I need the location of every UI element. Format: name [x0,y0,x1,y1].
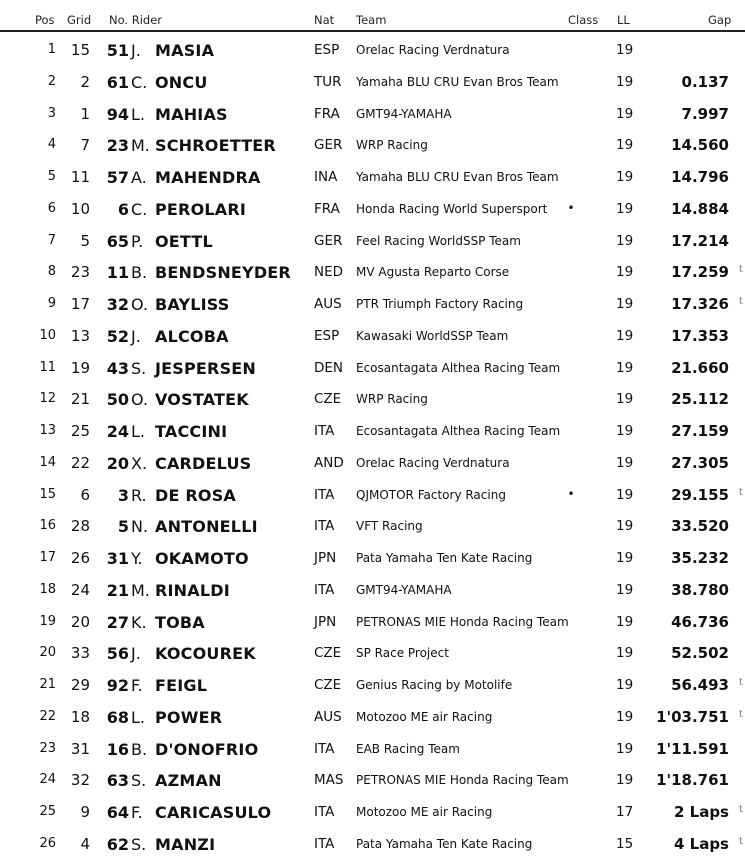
rider-number: 27 [106,612,129,632]
table-row [0,734,745,766]
position: 10 [39,327,56,343]
rider-number: 51 [106,41,129,60]
rider-surname: MAHENDRA [155,168,261,187]
rider-number: 20 [106,453,129,473]
rider-surname: ANTONELLI [155,517,258,537]
header-ll: LL [617,13,630,27]
rider-number: 16 [106,739,129,759]
rider-number: 94 [106,104,129,124]
position: 8 [47,264,56,280]
laps-led: 19 [616,518,634,535]
gap-time: 17.214 [671,231,729,250]
position: 20 [39,645,56,661]
rider-initial: C. [131,199,148,219]
team-name: SP Race Project [356,646,449,661]
team-name: Motozoo ME air Racing [356,709,493,724]
position: 25 [39,804,56,819]
gap-time: 2 Laps [673,803,729,821]
rider-number: 6 [117,199,129,219]
cut-off-mark: t [739,264,743,276]
header-team: Team [356,13,387,27]
gap-time: 17.259 [671,263,729,282]
grid-position: 9 [80,803,90,821]
rider-initial: M. [131,136,150,156]
table-row [0,543,745,575]
rider-number: 5 [117,517,129,537]
rider-surname: PEROLARI [155,199,247,219]
rider-initial: B. [131,263,148,283]
position: 26 [39,835,56,851]
rider-initial: L. [131,707,145,727]
rider-initial: N. [131,517,149,537]
gap-time: 25.112 [671,390,729,409]
rider-surname: JESPERSEN [155,358,257,378]
nationality: TUR [314,73,342,90]
grid-position: 4 [80,834,90,853]
team-name: PTR Triumph Factory Racing [356,297,524,311]
rider-initial: O. [131,390,149,410]
position: 17 [39,550,56,565]
header-nat: Nat [314,13,335,27]
rider-number: 92 [106,676,129,695]
nationality: GER [314,137,343,154]
rider-surname: OETTL [155,231,213,251]
table-row [0,99,745,131]
cut-off-mark: t [739,835,743,847]
gap-time: 1'18.761 [656,771,729,790]
nationality: INA [314,169,338,185]
rider-initial: K. [131,612,147,632]
table-row [0,765,745,797]
grid-position: 2 [80,72,90,91]
team-name: Kawasaki WorldSSP Team [356,328,509,343]
laps-led: 19 [616,613,634,630]
rider-initial: L. [131,104,145,124]
gap-time: 4 Laps [673,834,729,853]
rider-number: 56 [106,644,129,664]
laps-led: 19 [616,486,634,503]
nationality: CZE [314,645,342,662]
team-name: PETRONAS MIE Honda Racing Team [356,773,569,788]
rider-initial: J. [131,644,141,664]
rider-initial: A. [131,168,147,187]
grid-position: 32 [70,771,90,790]
team-name: WRP Racing [356,138,428,153]
gap-time: 14.884 [671,199,729,218]
nationality: AND [314,454,344,471]
laps-led: 19 [616,645,634,662]
nationality: MAS [314,772,344,789]
grid-position: 26 [70,549,90,567]
team-name: EAB Racing Team [356,741,460,756]
rider-surname: KOCOUREK [155,644,256,664]
rider-number: 57 [106,168,129,187]
rider-initial: P. [131,231,144,251]
rider-initial: C. [131,72,148,92]
laps-led: 19 [616,200,634,217]
rider-initial: F. [131,676,143,695]
table-row [0,638,745,670]
team-name: MV Agusta Reparto Corse [356,265,510,280]
team-name: QJMOTOR Factory Racing [356,487,506,502]
rider-surname: ONCU [155,72,208,92]
nationality: AUS [314,708,342,725]
rider-number: 52 [106,326,129,346]
rider-initial: J. [131,326,141,346]
table-row [0,257,745,289]
grid-position: 20 [70,612,90,631]
laps-led: 19 [616,73,634,90]
grid-position: 15 [70,41,90,59]
grid-position: 5 [80,231,90,250]
table-row [0,35,745,67]
rider-surname: OKAMOTO [155,549,249,568]
rider-initial: R. [131,485,147,505]
laps-led: 19 [616,296,634,312]
table-row [0,607,745,639]
rider-initial: F. [131,803,143,822]
position: 11 [39,359,56,375]
gap-time: 17.353 [671,326,729,345]
nationality: ESP [314,327,340,344]
table-row [0,384,745,416]
grid-position: 17 [70,295,90,313]
table-row [0,797,745,829]
gap-time: 14.796 [671,168,729,186]
position: 7 [47,232,56,248]
rider-number: 64 [106,803,129,822]
nationality: ITA [314,740,335,757]
rider-surname: D'ONOFRIO [155,739,259,759]
rider-surname: CARICASULO [155,803,272,822]
team-name: Yamaha BLU CRU Evan Bros Team [356,170,559,184]
team-name: Orelac Racing Verdnatura [356,43,510,57]
nationality: ITA [314,518,335,535]
table-row [0,448,745,480]
rider-number: 43 [106,358,129,378]
laps-led: 19 [616,137,634,154]
table-row [0,162,745,194]
rider-number: 11 [106,263,129,283]
header-rider: No. Rider [109,13,163,27]
rider-surname: POWER [155,707,223,727]
cut-off-mark: t [739,296,743,307]
header-pos: Pos [35,13,55,27]
table-row [0,480,745,512]
nationality: ITA [314,804,335,820]
nationality: AUS [314,296,342,312]
grid-position: 25 [70,422,90,440]
rider-initial: O. [131,295,149,314]
grid-position: 22 [70,453,90,472]
position: 6 [47,200,56,216]
rider-surname: TOBA [155,612,205,632]
table-row [0,194,745,226]
position: 21 [39,677,56,692]
position: 24 [39,772,56,788]
laps-led: 19 [616,232,634,249]
team-name: Ecosantagata Althea Racing Team [356,360,561,375]
position: 4 [47,137,56,153]
position: 12 [39,391,56,407]
grid-position: 28 [70,517,90,536]
laps-led: 17 [616,804,634,820]
nationality: JPN [314,613,337,630]
grid-position: 29 [70,676,90,694]
gap-time: 1'11.591 [656,739,729,758]
rider-number: 21 [106,580,129,600]
gap-time: 14.560 [671,136,729,155]
rider-initial: L. [131,422,145,441]
rider-number: 50 [106,390,129,410]
cut-off-mark: t [739,486,743,498]
rider-number: 32 [106,295,129,314]
rider-surname: RINALDI [155,580,230,600]
laps-led: 15 [616,835,634,852]
table-row [0,511,745,543]
cut-off-mark: t [739,804,743,815]
laps-led: 19 [616,359,634,376]
nationality: DEN [314,359,344,376]
rider-initial: B. [131,739,148,759]
nationality: ITA [314,581,335,598]
table-row [0,67,745,99]
rider-initial: S. [131,358,147,378]
rider-surname: CARDELUS [155,453,252,473]
team-name: WRP Racing [356,392,428,407]
gap-time: 35.232 [671,549,729,567]
gap-time: 21.660 [671,358,729,377]
position: 23 [39,740,56,756]
grid-position: 21 [70,390,90,409]
laps-led: 19 [616,550,634,566]
nationality: ITA [314,486,335,503]
nationality: ITA [314,835,335,852]
team-name: Feel Racing WorldSSP Team [356,233,521,248]
laps-led: 19 [616,264,634,281]
nationality: FRA [314,105,340,122]
rider-initial: M. [131,580,150,600]
table-row [0,353,745,385]
gap-time: 56.493 [671,676,729,694]
position: 16 [39,518,56,534]
nationality: CZE [314,677,342,693]
gap-time: 38.780 [671,580,729,599]
rider-surname: AZMAN [155,771,222,791]
grid-position: 11 [70,168,90,186]
team-name: GMT94-YAMAHA [356,106,452,121]
class-marker: • [567,200,575,215]
position: 14 [39,454,56,470]
position: 5 [47,169,56,184]
class-marker: • [567,486,575,501]
rider-number: 3 [117,485,129,505]
rider-initial: S. [131,834,147,854]
team-name: Ecosantagata Althea Racing Team [356,424,561,438]
grid-position: 6 [80,485,90,504]
laps-led: 19 [616,581,634,598]
rider-surname: MASIA [155,41,215,60]
grid-position: 1 [80,104,90,123]
rider-number: 31 [106,549,129,568]
rider-number: 24 [106,422,129,441]
rider-surname: SCHROETTER [155,136,276,156]
grid-position: 23 [70,263,90,282]
gap-time: 27.159 [671,422,729,440]
rider-surname: VOSTATEK [155,390,249,410]
position: 9 [47,296,56,311]
table-row [0,702,745,734]
team-name: PETRONAS MIE Honda Racing Team [356,614,569,629]
rider-surname: MAHIAS [155,104,228,124]
grid-position: 18 [70,707,90,726]
laps-led: 19 [616,740,634,757]
rider-number: 65 [106,231,129,251]
gap-time: 17.326 [671,295,729,313]
rider-surname: BAYLISS [155,295,230,314]
gap-time: 7.997 [681,104,729,123]
position: 2 [47,73,56,89]
laps-led: 19 [616,391,634,408]
rider-number: 23 [106,136,129,156]
laps-led: 19 [616,169,634,185]
table-row [0,321,745,353]
grid-position: 31 [70,739,90,758]
table-row [0,670,745,702]
gap-time: 46.736 [671,612,729,631]
nationality: CZE [314,391,342,408]
rider-surname: BENDSNEYDER [155,263,291,283]
team-name: Motozoo ME air Racing [356,805,493,819]
gap-time: 0.137 [681,72,729,91]
team-name: Orelac Racing Verdnatura [356,455,510,470]
rider-number: 63 [106,771,129,791]
team-name: VFT Racing [356,519,423,534]
header-gap: Gap [708,13,732,27]
position: 3 [47,105,56,121]
position: 22 [39,708,56,724]
laps-led: 19 [616,327,634,344]
laps-led: 19 [616,677,634,693]
nationality: GER [314,232,343,249]
nationality: FRA [314,200,340,217]
table-row [0,829,745,861]
laps-led: 19 [616,772,634,789]
rider-number: 61 [106,72,129,92]
team-name: Genius Racing by Motolife [356,678,513,692]
gap-time: 33.520 [671,517,729,536]
rider-initial: X. [131,453,148,473]
gap-time: 29.155 [671,485,729,504]
position: 13 [39,423,56,438]
rider-initial: J. [131,41,141,60]
team-name: Pata Yamaha Ten Kate Racing [356,836,533,851]
team-name: Pata Yamaha Ten Kate Racing [356,551,533,565]
rider-surname: TACCINI [155,422,228,441]
laps-led: 19 [616,454,634,471]
cut-off-mark: t [739,677,743,688]
position: 15 [39,486,56,502]
rider-initial: S. [131,771,147,791]
nationality: NED [314,264,344,281]
grid-position: 33 [70,644,90,663]
team-name: Yamaha BLU CRU Evan Bros Team [356,74,559,89]
table-row [0,416,745,448]
nationality: JPN [314,550,337,566]
header-class: Class [568,13,599,27]
position: 1 [47,42,56,57]
table-row [0,289,745,321]
gap-time: 27.305 [671,453,729,472]
laps-led: 19 [616,423,634,439]
grid-position: 7 [80,136,90,155]
nationality: ESP [314,42,340,58]
gap-time: 1'03.751 [656,707,729,726]
rider-surname: ALCOBA [155,326,229,346]
laps-led: 19 [616,105,634,122]
table-row [0,575,745,607]
nationality: ITA [314,423,335,439]
grid-position: 10 [70,199,90,218]
rider-number: 68 [106,707,129,727]
table-header [0,0,745,32]
header-grid: Grid [67,13,92,27]
laps-led: 19 [616,708,634,725]
team-name: Honda Racing World Supersport [356,201,548,216]
cut-off-mark: t [739,708,743,720]
rider-surname: FEIGL [155,676,208,695]
grid-position: 24 [70,580,90,599]
laps-led: 19 [616,42,634,58]
grid-position: 19 [70,358,90,377]
position: 19 [39,613,56,629]
rider-number: 62 [106,834,129,854]
gap-time: 52.502 [671,644,729,663]
rider-surname: MANZI [155,834,216,854]
rider-initial: Y. [131,549,143,568]
position: 18 [39,581,56,597]
table-row [0,226,745,258]
rider-surname: DE ROSA [155,485,237,505]
team-name: GMT94-YAMAHA [356,582,452,597]
table-row [0,130,745,162]
grid-position: 13 [70,326,90,345]
